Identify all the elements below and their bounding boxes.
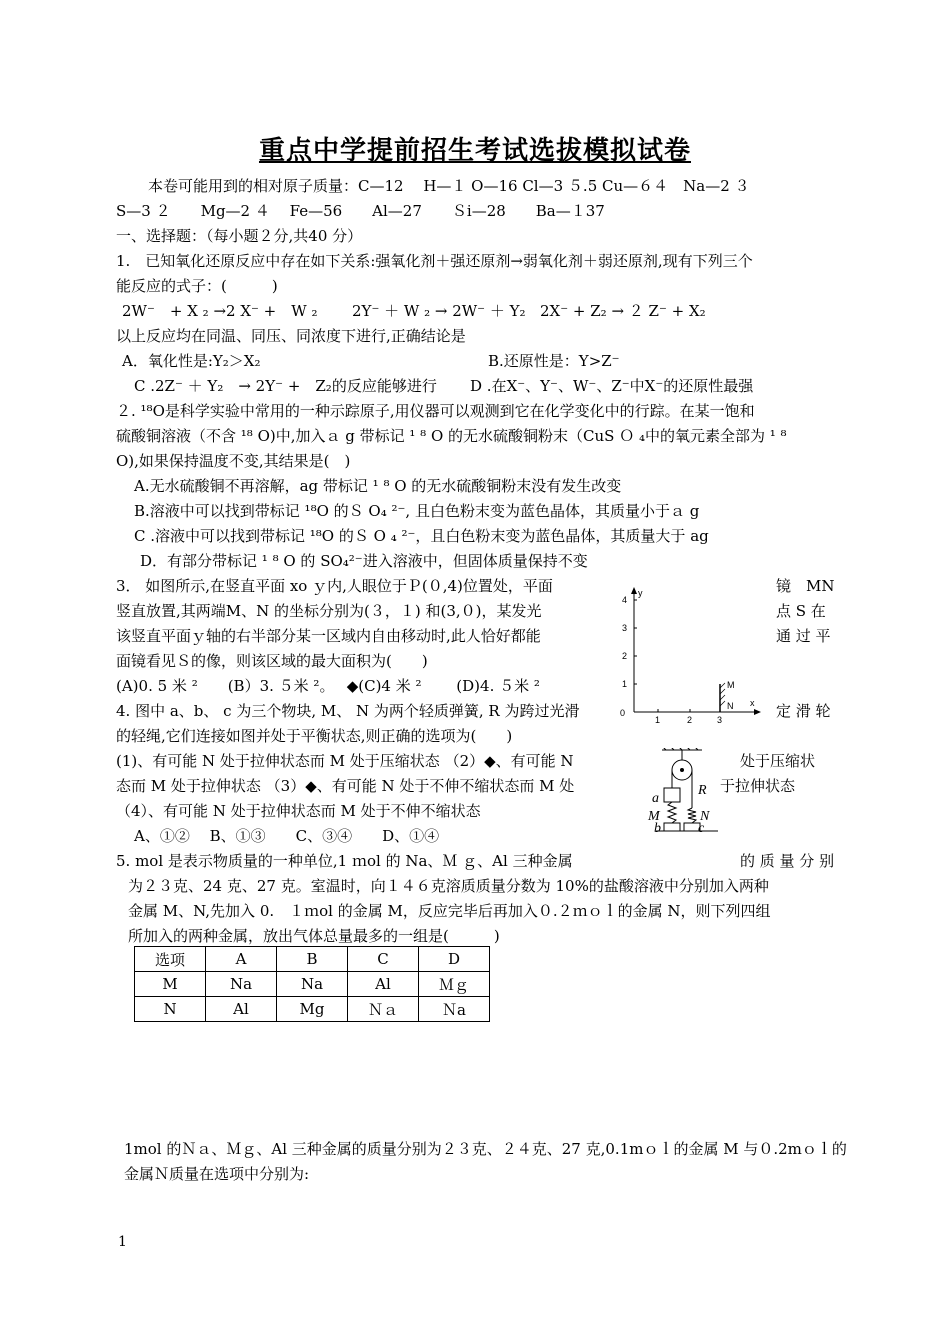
atomic-mass-line2: S—3 ２ Mg—2 ４ Fe—56 Al—27 Ｓi—28 Ba—１37 [116,202,605,220]
q5-line4: 所加入的两种金属，放出气体总量最多的一组是( ) [128,927,500,945]
table-cell: B [277,947,348,972]
q4-line4: 态而 M 处于拉伸状态 （3）◆、有可能 N 处于不伸不缩状态而 M 处 [116,777,575,795]
q3-line1: 3． 如图所示,在竖直平面 xo ｙ内,人眼位于Ｐ(０,4)位置处，平面 [116,577,553,595]
graph-y-axis-label: y [638,588,643,598]
table-cell: Mg [277,997,348,1022]
table-cell: D [419,947,490,972]
q1-stem-line1: 1. 已知氧化还原反应中存在如下关系:强氧化剂＋强还原剂→弱氧化剂＋弱还原剂,现有下列三个 [116,252,753,270]
footer-line2: 金属Ｎ质量在选项中分别为: [124,1165,310,1183]
q1-note: 以上反应均在同温、同压、同浓度下进行,正确结论是 [116,327,466,345]
table-cell: Ｎａ [348,997,419,1022]
q2-stem-line2: 硫酸铜溶液（不含 ¹⁸ O)中,加入ａ g 带标记 ¹ ⁸ O 的无水硫酸铜粉末（CuS Ｏ ₄中的氧元素全部为 ¹ ⁸ [116,427,787,445]
label-spring-n: N [700,809,710,824]
graph-x-axis-label: x [750,698,755,708]
q4-line1-right: 定 滑 轮 [776,702,831,720]
q1-stem-line2: 能反应的式子：( ) [116,277,278,295]
q3-line1-right: 镜 MN [776,577,835,595]
graph-point-m: M [727,680,735,690]
q2-stem-line1: ２. ¹⁸O是科学实验中常用的一种示踪原子,用仪器可以观测到它在化学变化中的行踪。在某一饱和 [116,402,755,420]
q1-option-d: D .在X⁻、Y⁻、W⁻、Z⁻中X⁻的还原性最强 [470,377,754,395]
label-b: b [654,821,661,832]
coordinate-graph [612,584,762,724]
q1-equation-3: 2X⁻ + Z₂ → ２ Z⁻ + X₂ [540,302,706,320]
graph-y-tick: 4 [622,595,628,605]
graph-x-tick: 1 [655,715,661,724]
label-a: a [652,791,659,806]
page-title: 重点中学提前招生考试选拔模拟试卷 [258,136,691,166]
options-table [134,946,490,1022]
q2-stem-line3: O),如果保持温度不变,其结果是( ) [116,452,351,470]
q2-option-c: C .溶液中可以找到带标记 ¹⁸O 的Ｓ O ₄ ²⁻，且白色粉末变为蓝色晶体，其质量大于 ag [134,527,709,545]
q4-line3: (1)、有可能 N 处于拉伸状态而 M 处于压缩状态 （2）◆、有可能 N [116,752,574,770]
q5-line2: 为２３克、24 克、27 克。室温时，向１４６克溶质质量分数为 10%的盐酸溶液中分别加入两种 [128,877,769,895]
table-row [135,947,490,972]
footer-line1: 1mol 的Ｎａ、Ｍｇ、Al 三种金属的质量分别为２３克、２４克、27 克,0.1mｏｌ的金属 M 与０.2mｏｌ的 [124,1140,847,1158]
q5-line1-right: 的 质 量 分 别 [740,852,835,870]
q1-option-a: A．氧化性是:Y₂＞X₂ [122,352,261,370]
table-cell: 选项 [135,947,206,972]
table-cell: Ｍｇ [419,972,490,997]
table-row [135,997,490,1022]
label-r: R [698,783,707,798]
graph-x-tick: 2 [687,715,693,724]
q2-option-a: A.无水硫酸铜不再溶解，ag 带标记 ¹ ⁸ O 的无水硫酸铜粉末没有发生改变 [134,477,622,495]
graph-y-tick: 3 [622,623,628,633]
q2-option-b: B.溶液中可以找到带标记 ¹⁸O 的Ｓ O₄ ²⁻, 且白色粉末变为蓝色晶体，其质量小于ａ g [134,502,700,520]
q4-line2: 的轻绳,它们连接如图并处于平衡状态,则正确的选项为( ) [116,727,513,745]
q3-line3-right: 通 过 平 [776,627,831,645]
page-number: 1 [118,1234,127,1250]
graph-x-tick: 3 [717,715,723,724]
label-c: c [698,821,705,832]
q2-option-d: D．有部分带标记 ¹ ⁸ O 的 SO₄²⁻进入溶液中，但固体质量保持不变 [140,552,588,570]
graph-y-tick: 2 [622,651,628,661]
table-cell: M [135,972,206,997]
q4-line1: 4. 图中 a、b、 c 为三个物块, M、 N 为两个轻质弹簧, R 为跨过光滑 [116,702,580,720]
table-cell: Al [348,972,419,997]
table-cell: A [206,947,277,972]
graph-y-tick: 1 [622,679,628,689]
table-cell: Al [206,997,277,1022]
table-cell: C [348,947,419,972]
section-heading: 一、选择题：（每小题２分,共40 分） [116,227,363,245]
table-cell: Ｎa [419,997,490,1022]
graph-point-n: N [727,701,734,711]
label-spring-m: M [648,809,660,824]
graph-origin-label: 0 [620,708,626,718]
q1-option-c: C .2Z⁻ ＋ Y₂ → 2Y⁻ + Z₂的反应能够进行 [134,377,437,395]
q3-line4: 面镜看见Ｓ的像，则该区域的最大面积为( ) [116,652,428,670]
table-cell: Na [206,972,277,997]
pulley-spring-diagram [642,748,732,832]
q5-line3: 金属 M、N,先加入 0. １ｍol 的金属 M，反应完毕后再加入０.２ｍｏｌ的金属 N，则下列四组 [128,902,771,920]
q1-equation-1: 2W⁻ + X ₂ →2 X⁻ + W ₂ [122,302,318,320]
q5-line1: 5. mol 是表示物质量的一种单位,1 ｍol 的 Na、Ｍ ｇ、Al 三种金属 [116,852,573,870]
q4-line3-right: 处于压缩状 [740,752,816,770]
table-row [135,972,490,997]
q3-options: (A)0. 5 米 ² (B）3. ５米 ²。 ◆(C)4 米 ² (D)4. ５米 ² [116,677,540,695]
q3-line2-right: 点 S 在 [776,602,826,620]
q4-line4-right: 于拉伸状态 [720,777,796,795]
atomic-mass-line1: 本卷可能用到的相对原子质量：C—12 H—１ O—16 Cl—3 ５.5 Cu—６４ Na—2 ３ [148,177,750,195]
q3-line2: 竖直放置,其两端M、N 的坐标分别为(３，１) 和(3,０)，某发光 [116,602,542,620]
q4-options: A、①② B、①③ C、③④ D、①④ [134,827,440,845]
table-cell: N [135,997,206,1022]
q3-line3: 该竖直平面ｙ轴的右半部分某一区域内自由移动时,此人恰好都能 [116,627,541,645]
table-cell: Na [277,972,348,997]
q1-option-b: B.还原性是：Y>Z⁻ [488,352,620,370]
q1-equation-2: 2Y⁻ ＋ W ₂ → 2W⁻ ＋ Y₂ [352,302,526,320]
q4-line5: （4）、有可能 N 处于拉伸状态而 M 处于不伸不缩状态 [116,802,481,820]
